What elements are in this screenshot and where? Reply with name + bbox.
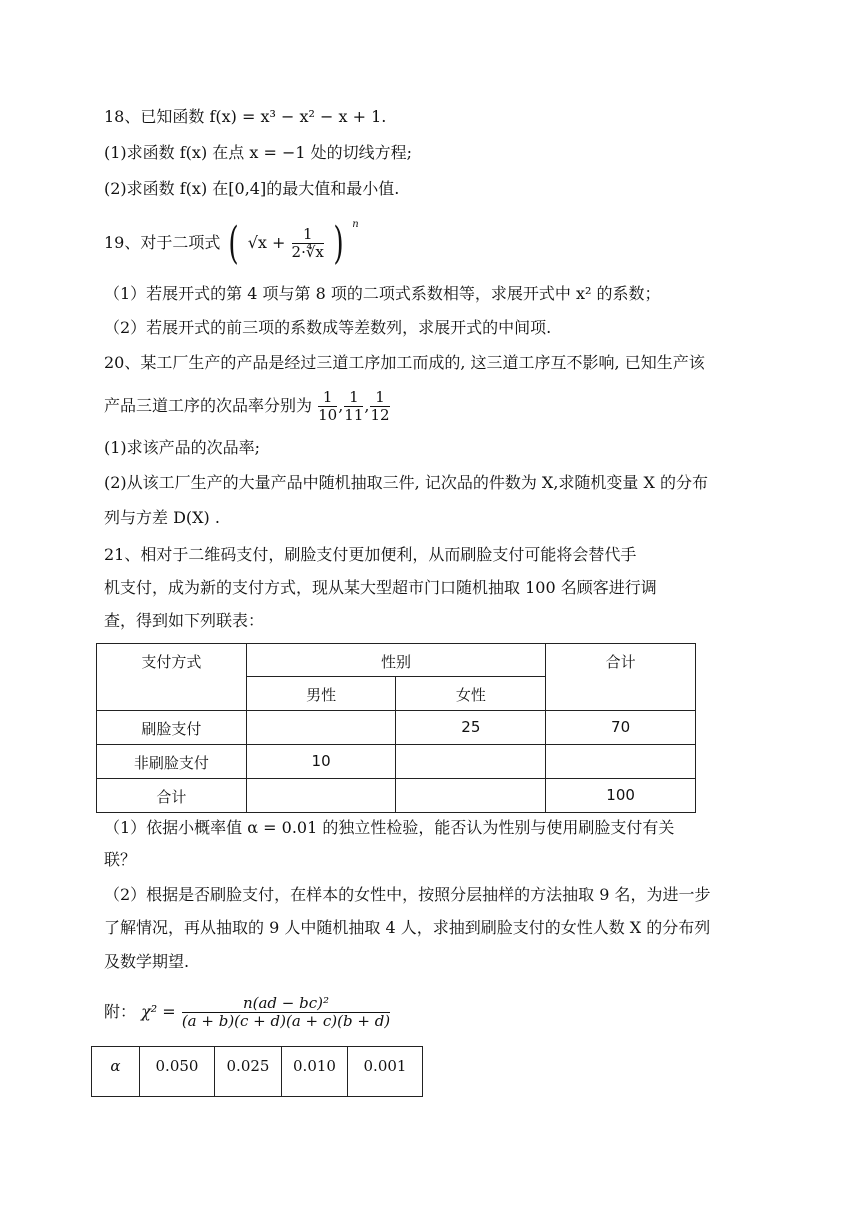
q20-part2-line1: (2)从该工厂生产的大量产品中随机抽取三件, 记次品的件数为 X,求随机变量 X 的分布 (104, 473, 708, 492)
appendix-formula (104, 990, 391, 1034)
q20-stem-line2: 产品三道工序的次品率分别为 $\frac{1}{10}$ , $\frac{1}{11}$ , $\frac{1}{12}$ (104, 388, 390, 424)
table-row: 刷脸支付 25 70 (97, 711, 696, 745)
header-male: 男性 (246, 677, 396, 711)
chi-square-fraction (182, 995, 390, 1030)
q19-intro: 19、对于二项式 (104, 233, 221, 252)
q21-part1-line1: （1）依据小概率值 α = 0.01 的独立性检验，能否认为性别与使用刷脸支付有关 (104, 818, 675, 837)
table-row: 非刷脸支付 10 (97, 745, 696, 779)
q19-frac-num: 1 (292, 226, 324, 244)
alpha-symbol: α (92, 1047, 140, 1097)
q21-part2-line3: 及数学期望. (104, 952, 190, 971)
q19-sqrt-term: √x + (247, 233, 286, 252)
q19-part2: （2）若展开式的前三项的系数成等差数列，求展开式的中间项. (104, 318, 552, 337)
chi-square-lhs: χ² = (141, 1002, 176, 1021)
q20-frac-2: $\frac{1}{11}$ (344, 388, 364, 424)
q18-stem: 18、已知函数 f(x) = x³ − x² − x + 1. (104, 107, 387, 126)
q21-stem-line1: 21、相对于二维码支付，刷脸支付更加便利，从而刷脸支付可能将会替代手 (104, 545, 637, 564)
right-paren: ) (333, 217, 344, 269)
q19-frac-den: 2·∜x (291, 243, 324, 261)
q20-frac-1: $\frac{1}{10}$ (318, 388, 338, 424)
q19-stem (104, 217, 359, 269)
table-row: 合计 100 (97, 779, 696, 813)
contingency-table (96, 643, 696, 813)
q20-part1: (1)求该产品的次品率; (104, 438, 261, 457)
header-total: 合计 (546, 644, 696, 711)
q19-exponent: n (352, 219, 359, 230)
header-method: 支付方式 (97, 644, 247, 711)
header-female: 女性 (396, 677, 546, 711)
q20-part2-line2: 列与方差 D(X) . (104, 508, 220, 527)
header-gender: 性别 (246, 644, 545, 677)
q18-part1: (1)求函数 f(x) 在点 x = −1 处的切线方程; (104, 143, 413, 162)
chi-num: n(ad − bc)² (182, 995, 390, 1013)
q20-stem-text: 产品三道工序的次品率分别为 (104, 396, 313, 415)
alpha-table: α 0.050 0.025 0.010 0.001 (91, 1046, 423, 1097)
chi-den: (a + b)(c + d)(a + c)(b + d) (181, 1012, 391, 1030)
q20-frac-3: $\frac{1}{12}$ (370, 388, 390, 424)
left-paren: ( (228, 217, 240, 269)
q18-part2: (2)求函数 f(x) 在[0,4]的最大值和最小值. (104, 179, 400, 198)
q21-stem-line3: 查，得到如下列联表： (104, 611, 265, 630)
q19-part1: （1）若展开式的第 4 项与第 8 项的二项式系数相等，求展开式中 x² 的系数； (104, 284, 661, 303)
q21-part2-line2: 了解情况，再从抽取的 9 人中随机抽取 4 人，求抽到刷脸支付的女性人数 X 的分布列 (104, 918, 711, 937)
q20-stem-line1: 20、某工厂生产的产品是经过三道工序加工而成的, 这三道工序互不影响, 已知生产该 (104, 353, 705, 372)
q21-part1-line2: 联？ (104, 850, 137, 869)
q19-fraction (292, 226, 324, 261)
q21-part2-line1: （2）根据是否刷脸支付，在样本的女性中，按照分层抽样的方法抽取 9 名，为进一步 (104, 885, 711, 904)
appendix-label: 附： (104, 1002, 137, 1021)
q21-stem-line2: 机支付，成为新的支付方式，现从某大型超市门口随机抽取 100 名顾客进行调 (104, 578, 657, 597)
